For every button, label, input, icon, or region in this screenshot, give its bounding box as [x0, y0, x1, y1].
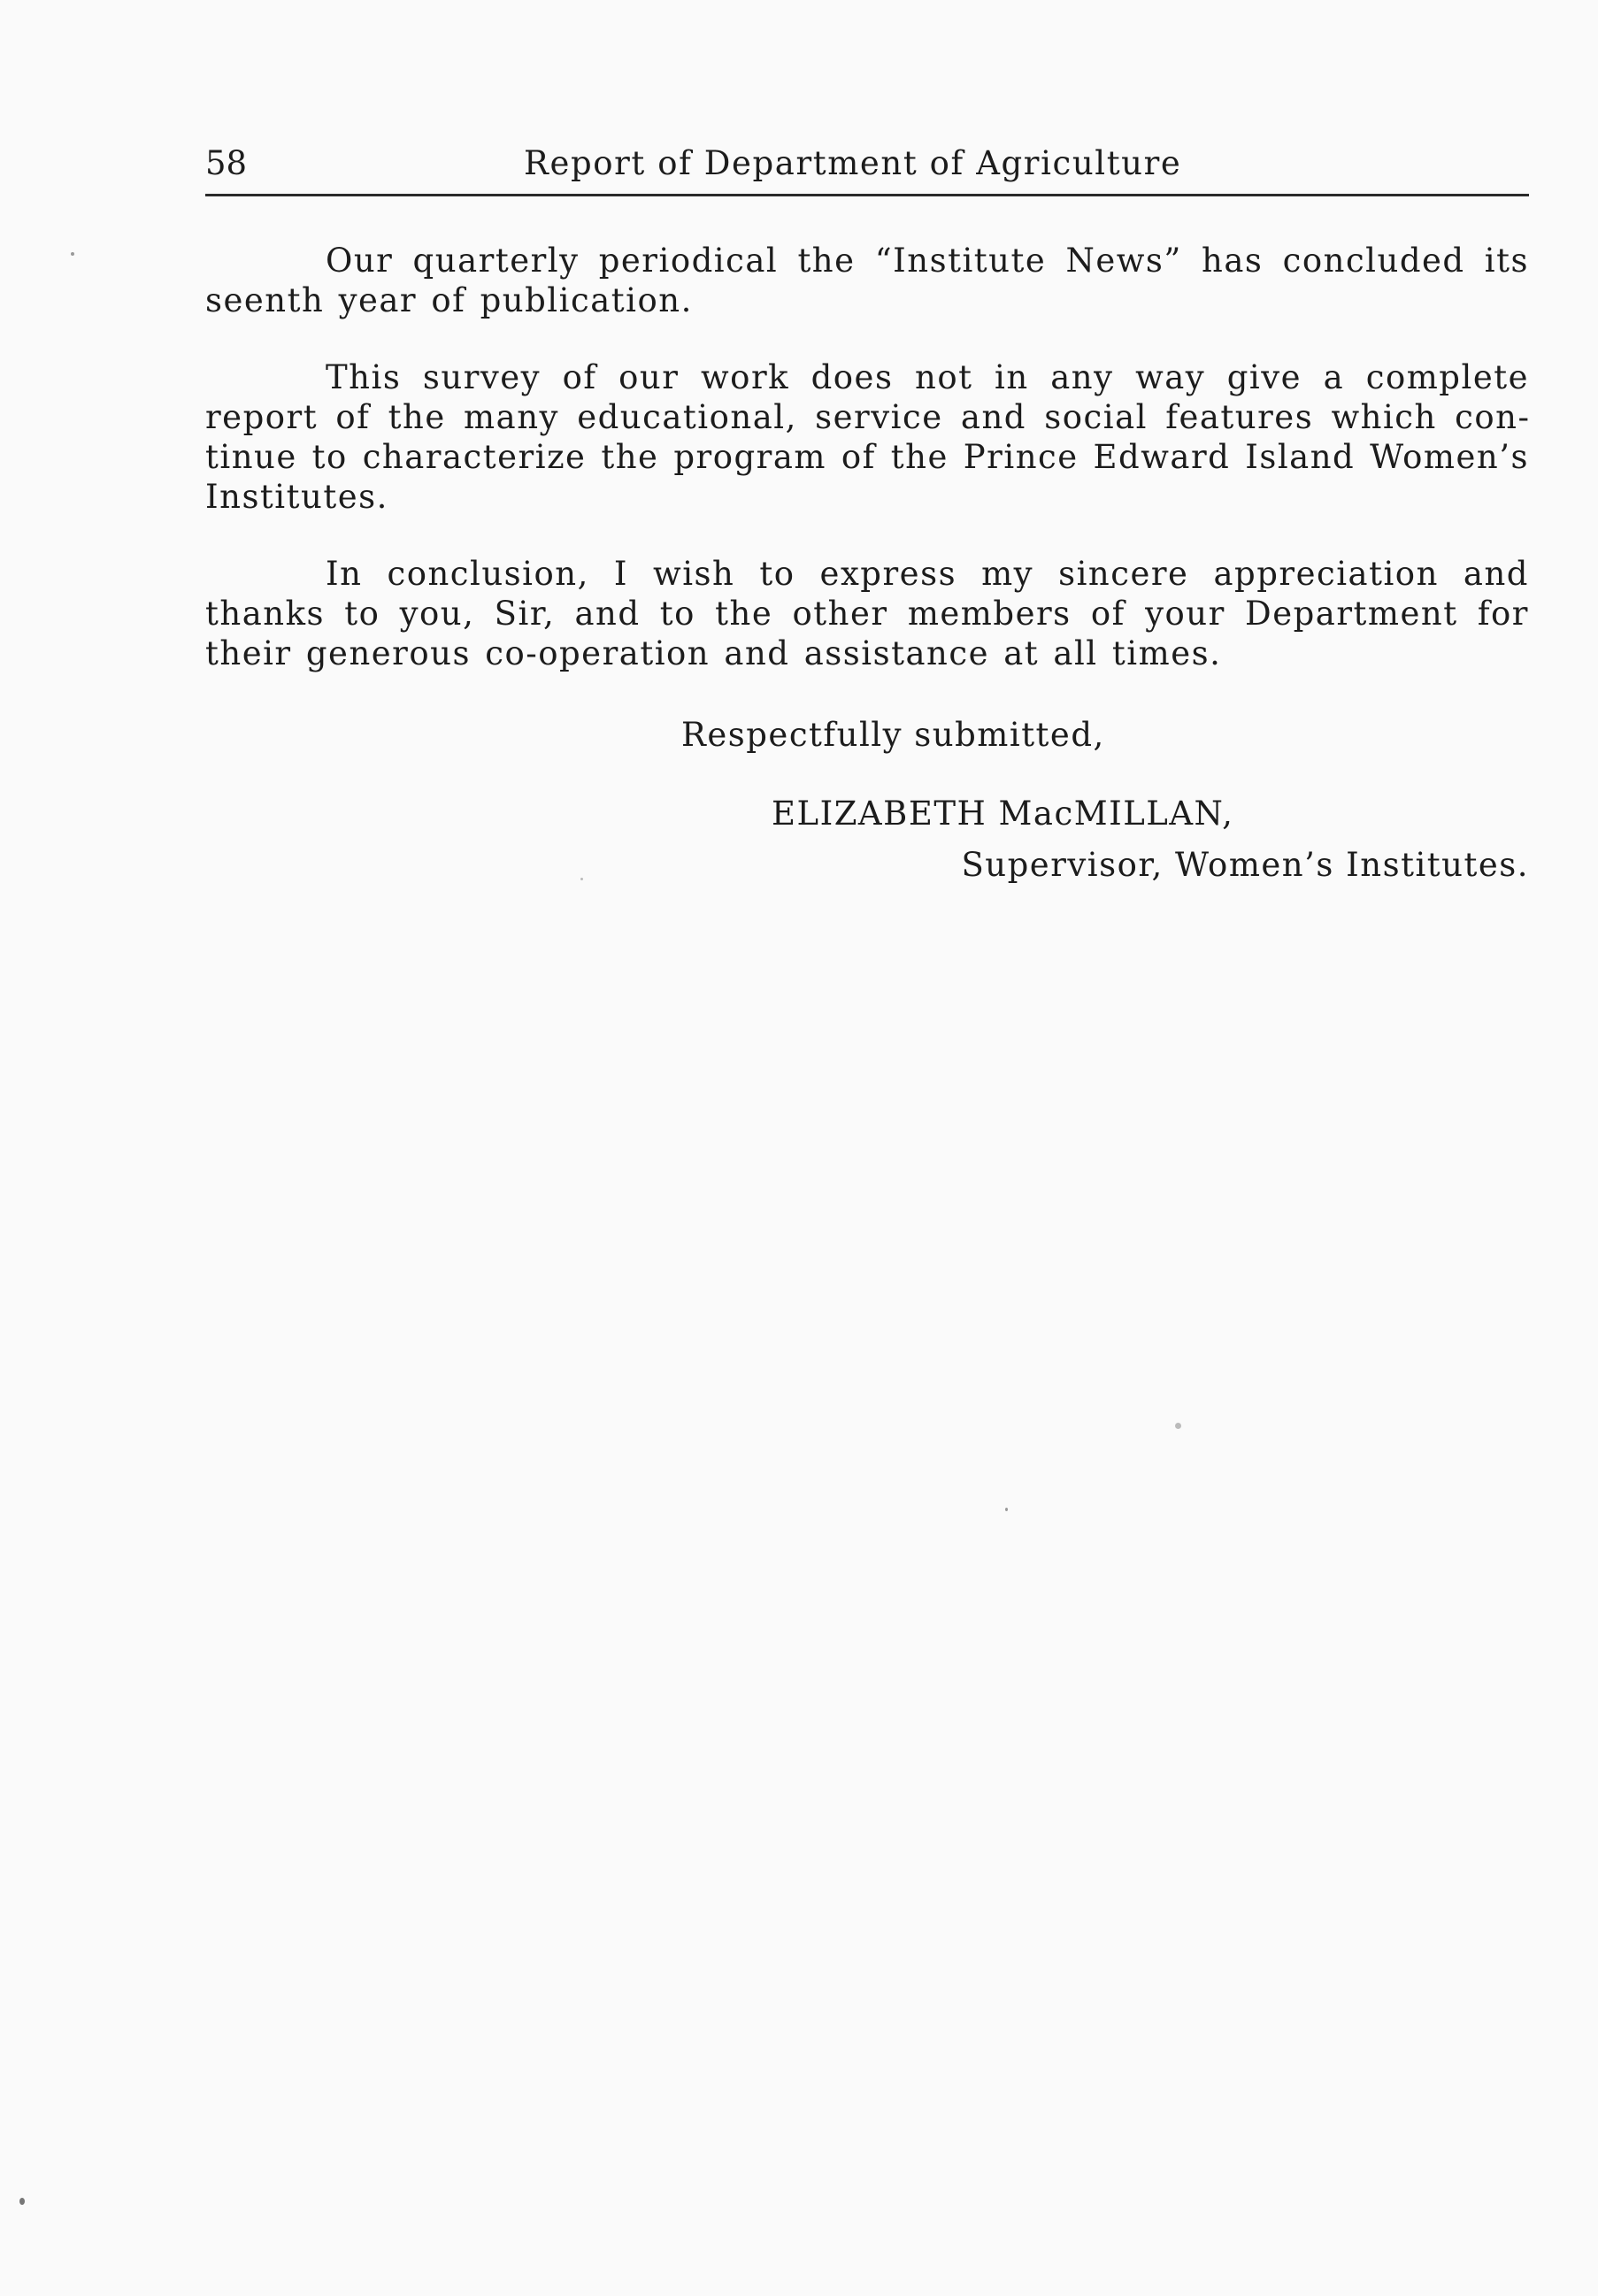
body-text	[205, 241, 1529, 710]
scan-speck	[1175, 1423, 1181, 1429]
scan-speck	[19, 2198, 25, 2205]
scan-speck	[71, 252, 74, 256]
running-title: Report of Department of Agriculture	[524, 144, 1182, 182]
page-header	[205, 142, 1529, 186]
header-rule	[205, 194, 1529, 196]
scan-speck	[1005, 1508, 1008, 1511]
paragraph-3: In conclusion, I wish to express my sincere appreciation and thanks to you, Sir, and to the other members of your Department for their generous co-operation and assistance at all times.	[205, 555, 1529, 672]
signature-title: Supervisor, Women’s Institutes.	[961, 846, 1529, 884]
scan-speck	[580, 878, 583, 880]
paragraph-2: This survey of our work does not in any way give a complete report of the many educational, service and social features which continue to characterize the program of the Prince Edward Island Women’s Institutes.	[205, 358, 1529, 516]
signature-name: ELIZABETH MacMILLAN,	[772, 795, 1234, 833]
page-number: 58	[205, 144, 248, 182]
closing-line: Respectfully submitted,	[681, 716, 1105, 754]
paragraph-1: Our quarterly periodical the “Institute News” has concluded its seenth year of publication.	[205, 242, 1529, 319]
